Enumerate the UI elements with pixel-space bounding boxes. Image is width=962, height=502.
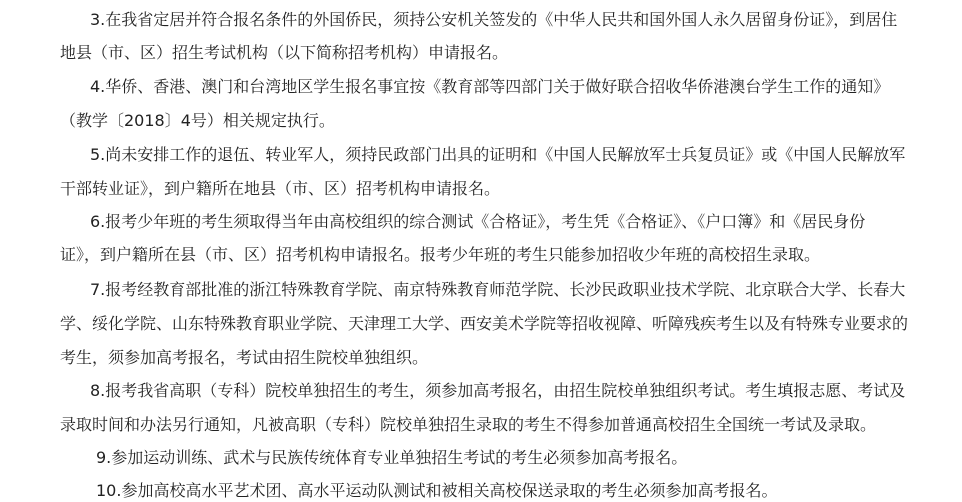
paragraph-3-line-2: 地县（市、区）招生考试机构（以下简称招考机构）申请报名。 bbox=[60, 43, 509, 62]
paragraph-5-line-2: 干部转业证》，到户籍所在地县（市、区）招考机构申请报名。 bbox=[60, 179, 501, 198]
paragraph-5-line-1: 5.尚未安排工作的退伍、转业军人，须持民政部门出具的证明和《中国人民解放军士兵复员证》或《中国人民解放军 bbox=[90, 145, 906, 164]
paragraph-10-line-1: 10.参加高校高水平艺术团、高水平运动队测试和被相关高校保送录取的考生必须参加高考报名。 bbox=[96, 481, 778, 500]
paragraph-7-line-1: 7.报考经教育部批准的浙江特殊教育学院、南京特殊教育师范学院、长沙民政职业技术学院、北京联合大学、长春大 bbox=[90, 280, 906, 299]
paragraph-4-line-2: （教学〔2018〕4号）相关规定执行。 bbox=[60, 111, 335, 130]
paragraph-6-line-1: 6.报考少年班的考生须取得当年由高校组织的综合测试《合格证》，考生凭《合格证》、《户口簿》和《居民身份 bbox=[90, 212, 866, 231]
paragraph-6-line-2: 证》，到户籍所在县（市、区）招考机构申请报名。报考少年班的考生只能参加招收少年班的高校招生录取。 bbox=[60, 245, 821, 264]
paragraph-7-line-2: 学、绥化学院、山东特殊教育职业学院、天津理工大学、西安美术学院等招收视障、听障残疾考生以及有特殊专业要求的 bbox=[60, 314, 909, 333]
paragraph-7-line-3: 考生，须参加高考报名，考试由招生院校单独组织。 bbox=[60, 348, 429, 367]
paragraph-9-line-1: 9.参加运动训练、武术与民族传统体育专业单独招生考试的考生必须参加高考报名。 bbox=[96, 448, 688, 467]
paragraph-3-line-1: 3.在我省定居并符合报名条件的外国侨民，须持公安机关签发的《中华人民共和国外国人永久居留身份证》，到居住 bbox=[90, 10, 898, 29]
paragraph-8-line-2: 录取时间和办法另行通知，凡被高职（专科）院校单独招生录取的考生不得参加普通高校招生全国统一考试及录取。 bbox=[60, 415, 877, 434]
paragraph-4-line-1: 4.华侨、香港、澳门和台湾地区学生报名事宜按《教育部等四部门关于做好联合招收华侨港澳台学生工作的通知》 bbox=[90, 77, 890, 96]
paragraph-8-line-1: 8.报考我省高职（专科）院校单独招生的考生，须参加高考报名，由招生院校单独组织考试。考生填报志愿、考试及 bbox=[90, 381, 906, 400]
